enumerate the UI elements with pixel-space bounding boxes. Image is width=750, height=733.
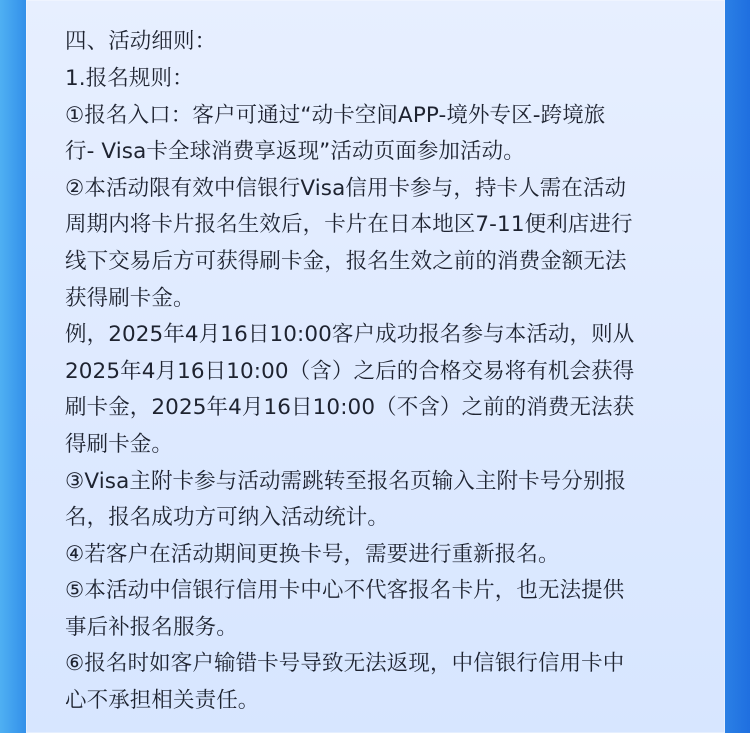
rule-line: 线下交易后方可获得刷卡金，报名生效之前的消费金额无法: [65, 248, 627, 274]
rule-line: 心不承担相关责任。: [65, 688, 260, 714]
rule-line: ①报名入口：客户可通过“动卡空间APP-境外专区-跨境旅: [65, 102, 606, 128]
rule-line: 事后补报名服务。: [65, 614, 238, 640]
rule-line: 行- Visa卡全球消费享返现”活动页面参加活动。: [65, 139, 525, 165]
example-line: 刷卡金，2025年4月16日10:00（不含）之前的消费无法获: [65, 395, 635, 421]
rule-line: ④若客户在活动期间更换卡号，需要进行重新报名。: [65, 541, 560, 567]
subsection-heading: 1.报名规则：: [65, 65, 194, 91]
rules-text-block: [65, 24, 700, 719]
section-heading: 四、活动细则：: [65, 29, 217, 55]
rule-line: 获得刷卡金。: [65, 285, 195, 311]
example-line: 2025年4月16日10:00（含）之后的合格交易将有机会获得: [65, 358, 635, 384]
rule-line: 周期内将卡片报名生效后，卡片在日本地区7-11便利店进行: [65, 212, 633, 238]
example-line: 例，2025年4月16日10:00客户成功报名参与本活动，则从: [65, 322, 635, 348]
example-line: 得刷卡金。: [65, 431, 174, 457]
rule-line: 名，报名成功方可纳入活动统计。: [65, 505, 390, 531]
rule-line: ⑥报名时如客户输错卡号导致无法返现，中信银行信用卡中: [65, 651, 625, 677]
rule-line: ⑤本活动中信银行信用卡中心不代客报名卡片，也无法提供: [65, 578, 625, 604]
rule-line: ③Visa主附卡参与活动需跳转至报名页输入主附卡号分别报: [65, 468, 627, 494]
rule-line: ②本活动限有效中信银行Visa信用卡参与，持卡人需在活动: [65, 175, 627, 201]
